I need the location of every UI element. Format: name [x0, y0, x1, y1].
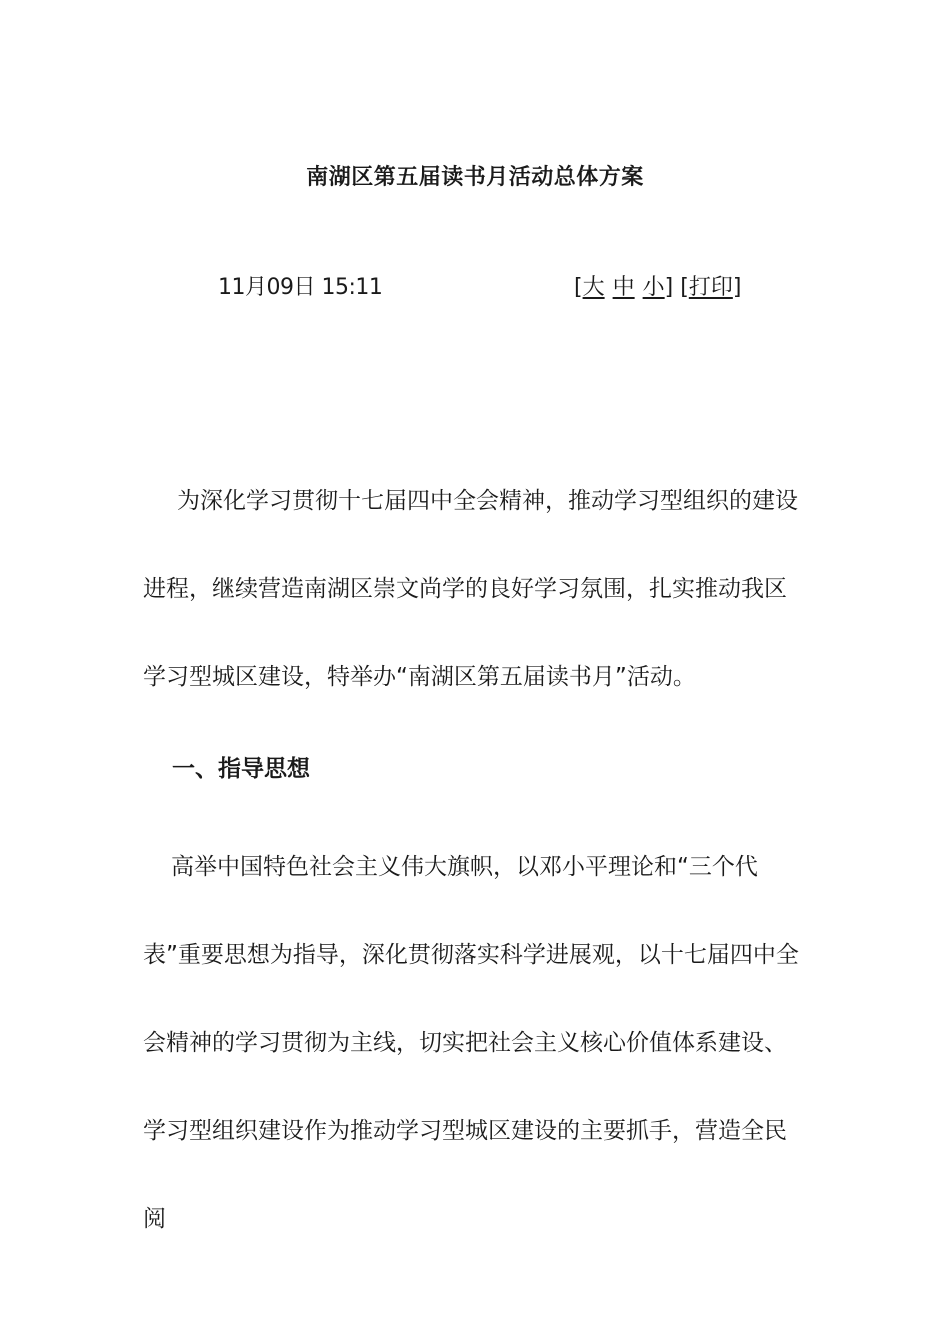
close-bracket: ]: [732, 275, 742, 300]
guiding-ideology-text: 高举中国特色社会主义伟大旗帜，以邓小平理论和“三个代表”重要思想为指导，深化贯彻落实科学进展观，以十七届四中全会精神的学习贯彻为主线，切实把社会主义核心价值体系建设、学习型组织建设作为推动学习型城区建设的主要抓手，营造全民阅: [143, 854, 799, 1232]
open-bracket: [: [574, 275, 583, 300]
font-size-large-link[interactable]: 大: [582, 275, 605, 300]
print-link[interactable]: 打印: [688, 275, 733, 300]
document-title: 南湖区第五届读书月活动总体方案: [306, 165, 644, 190]
intro-paragraph: [143, 457, 808, 721]
mid-bracket: ] [: [664, 275, 689, 300]
publish-date: 11月09日 15:11: [218, 275, 383, 300]
intro-text: 为深化学习贯彻十七届四中全会精神，推动学习型组织的建设进程，继续营造南湖区崇文尚学的良好学习氛围，扎实推动我区学习型城区建设，特举办“南湖区第五届读书月”活动。: [143, 488, 798, 690]
font-size-small-link[interactable]: 小: [642, 275, 665, 300]
section-heading-guiding-ideology: 一、指导思想: [172, 756, 310, 782]
font-size-medium-link[interactable]: 中: [612, 275, 635, 300]
font-size-controls: [574, 270, 741, 301]
meta-row: [0, 270, 950, 302]
guiding-ideology-paragraph: [143, 823, 808, 1263]
